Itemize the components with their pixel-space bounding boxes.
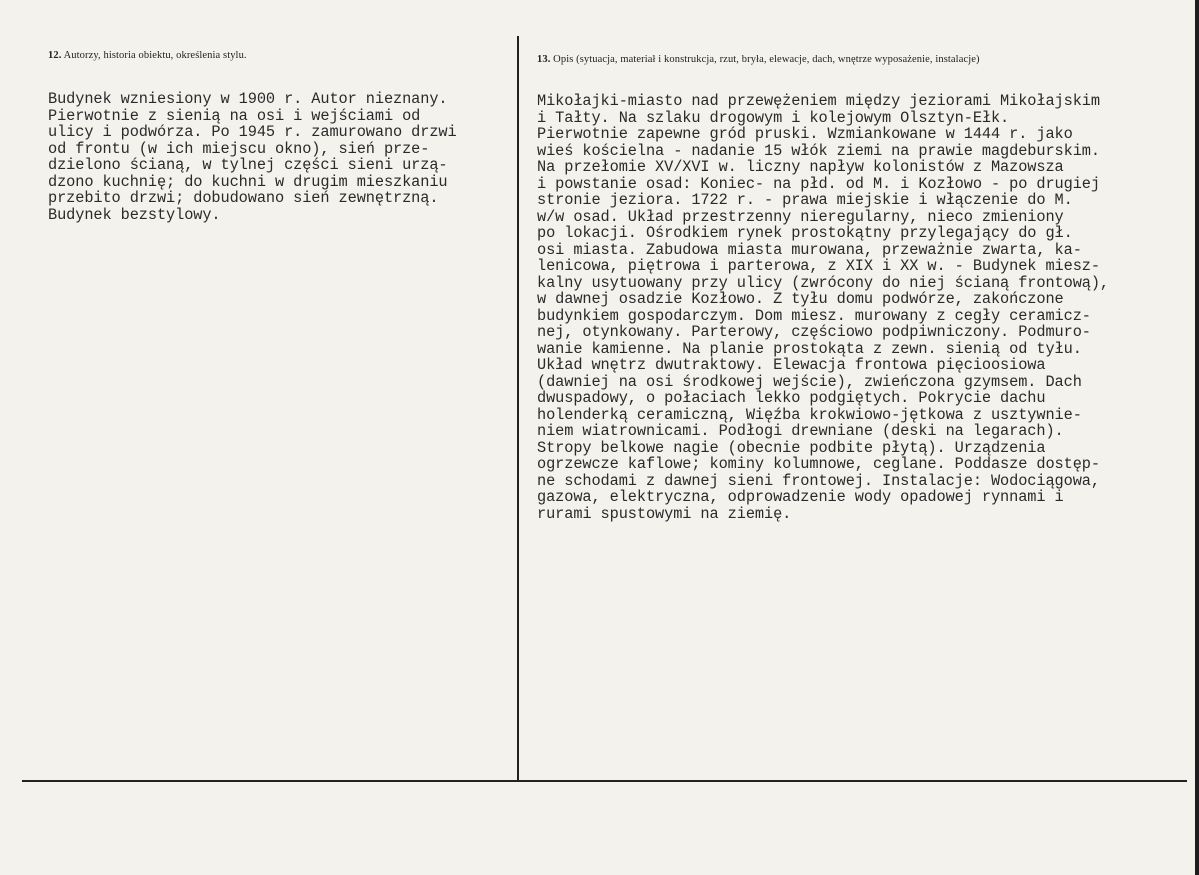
text-line: w dawnej osadzie Kozłowo. Z tyłu domu podwórze, zakończone (537, 290, 1064, 308)
text-line: Układ wnętrz dwutraktowy. Elewacja frontowa pięcioosiowa (537, 356, 1046, 374)
text-line: wieś kościelna - nadanie 15 włók ziemi na prawie magdeburskim. (537, 141, 1100, 160)
text-line: ulicy i podwórza. Po 1945 r. zamurowano drzwi (48, 123, 457, 141)
text-line: dzono kuchnię; do kuchni w drugim mieszkaniu (48, 172, 448, 191)
text-line: po lokacji. Ośrodkiem rynek prostokątny przylegający do gł. (537, 224, 1073, 242)
section-history-text (48, 91, 510, 223)
section-description-text (537, 93, 1177, 522)
text-line: i powstanie osad: Koniec- na płd. od M. i Kozłowo - po drugiej (537, 174, 1100, 193)
text-line: Stropy belkowe nagie (obecnie podbite płytą). Urządzenia (537, 438, 1046, 457)
text-line: osi miasta. Zabudowa miasta murowana, przeważnie zwarta, ka- (537, 240, 1082, 259)
text-line: w/w osad. Układ przestrzenny nieregularny, nieco zmieniony (537, 207, 1064, 226)
vertical-divider (517, 36, 519, 780)
text-line: gazowa, elektryczna, odprowadzenie wody opadowej rynnami i (537, 488, 1064, 506)
text-line: niem wiatrownicami. Podłogi drewniane (deski na legarach). (537, 422, 1064, 440)
text-line: Mikołajki-miasto nad przewężeniem między jeziorami Mikołajskim (537, 92, 1100, 110)
section-history (48, 50, 510, 223)
text-line: Budynek wzniesiony w 1900 r. Autor nieznany. (48, 90, 448, 108)
card-edge (1195, 0, 1199, 875)
text-line: stronie jeziora. 1722 r. - prawa miejskie i włączenie do M. (537, 191, 1073, 209)
section-description-header (537, 54, 1177, 65)
section-history-header (48, 50, 510, 61)
text-line: nej, otynkowany. Parterowy, częściowo podpiwniczony. Podmuro- (537, 323, 1091, 341)
section-title: Opis (sytuacja, materiał i konstrukcja, rzut, bryła, elewacje, dach, wnętrze wyposażenie, instalacje) (553, 54, 980, 65)
text-line: Budynek bezstylowy. (48, 205, 221, 224)
text-line: przebito drzwi; dobudowano sień zewnętrzną. (48, 189, 439, 207)
text-line: budynkiem gospodarczym. Dom miesz. murowany z cegły ceramicz- (537, 306, 1091, 325)
text-line: rurami spustowymi na ziemię. (537, 504, 792, 523)
text-line: Na przełomie XV/XVI w. liczny napływ kolonistów z Mazowsza (537, 158, 1064, 176)
horizontal-divider (22, 780, 1187, 782)
text-line: lenicowa, piętrowa i parterowa, z XIX i XX w. - Budynek miesz- (537, 257, 1100, 275)
text-line: ogrzewcze kaflowe; kominy kolumnowe, ceglane. Poddasze dostęp- (537, 455, 1100, 473)
text-line: dzielono ścianą, w tylnej części sieni urzą- (48, 156, 448, 174)
text-line: dwuspadowy, o połaciach lekko podgiętych. Pokrycie dachu (537, 389, 1046, 407)
text-line: od frontu (w ich miejscu okno), sień prze- (48, 139, 430, 158)
text-line: wanie kamienne. Na planie prostokąta z zewn. sienią od tyłu. (537, 339, 1082, 358)
text-line: i Tałty. Na szlaku drogowym i kolejowym Olsztyn-Ełk. (537, 108, 1010, 127)
text-line: (dawniej na osi środkowej wejście), zwieńczona gzymsem. Dach (537, 372, 1082, 391)
section-description (537, 54, 1177, 522)
text-line: holenderką ceramiczną, Więźba krokwiowo-jętkowa z usztywnie- (537, 405, 1082, 424)
section-number: 12. (48, 50, 62, 61)
text-line: Pierwotnie z sienią na osi i wejściami od (48, 106, 421, 125)
section-number: 13. (537, 54, 551, 65)
text-line: Pierwotnie zapewne gród pruski. Wzmiankowane w 1444 r. jako (537, 125, 1073, 143)
text-line: ne schodami z dawnej sieni frontowej. Instalacje: Wodociągowa, (537, 471, 1100, 490)
section-title: Autorzy, historia obiektu, określenia stylu. (63, 50, 247, 61)
text-line: kalny usytuowany przy ulicy (zwrócony do niej ścianą frontową), (537, 273, 1110, 292)
